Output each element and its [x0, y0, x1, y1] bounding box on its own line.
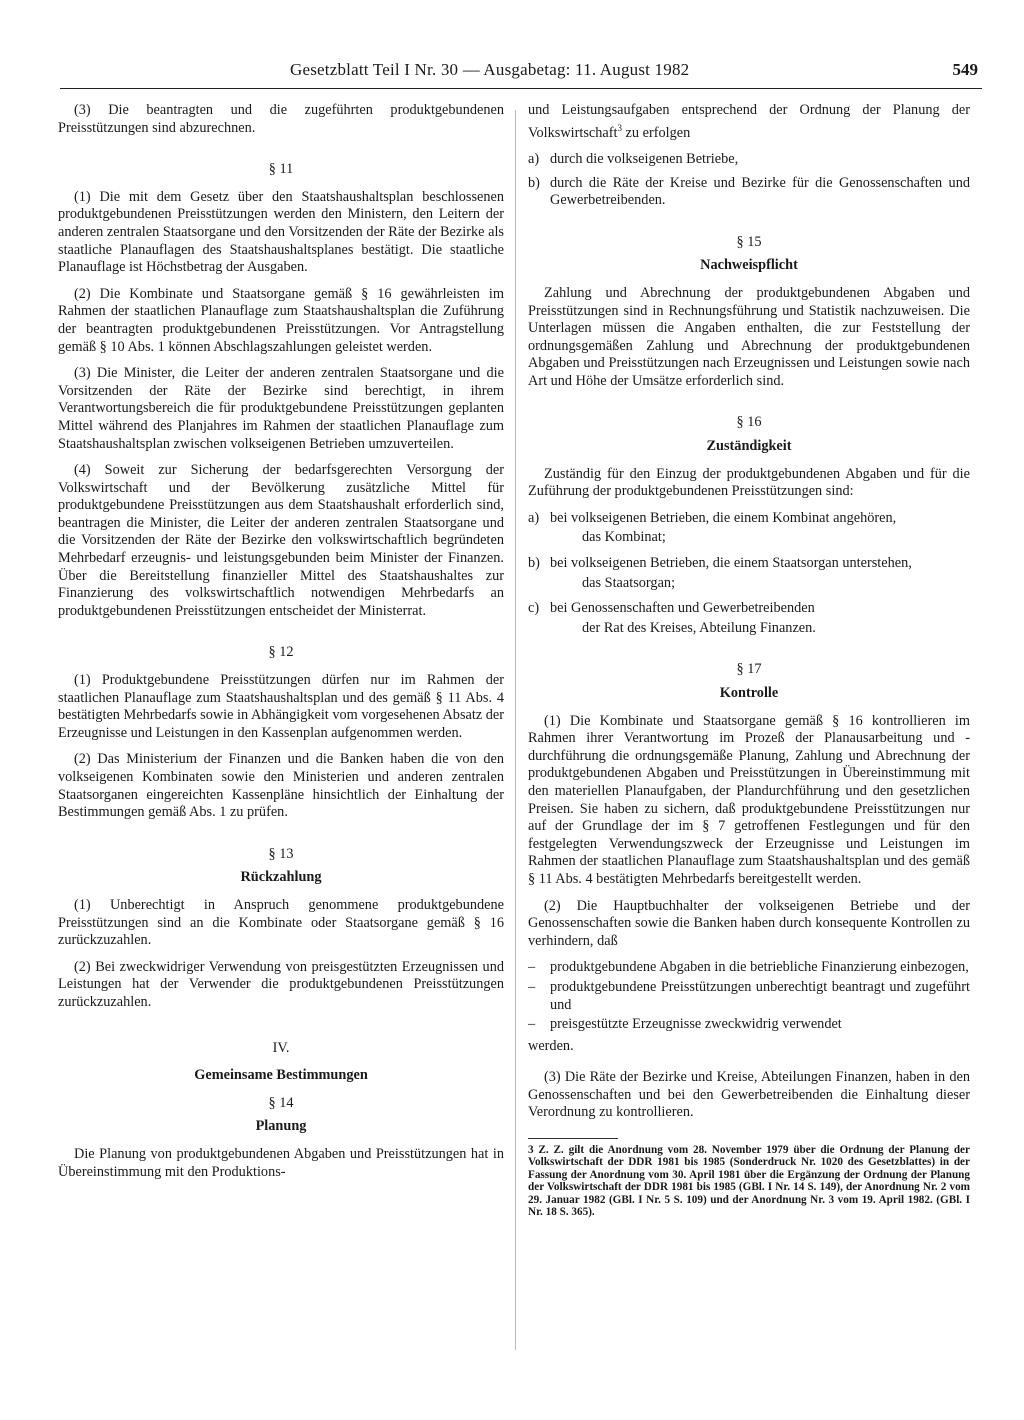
item-text: durch die volkseigenen Betriebe, [550, 150, 739, 167]
section-title-15: Nachweispflicht [700, 257, 798, 274]
s14-continued-text-end: zu erfolgen [621, 124, 691, 141]
section-heading-17: § 17 [736, 661, 762, 678]
item-text: bei volkseigenen Betrieben, die einem Kombinat angehören, [550, 509, 897, 526]
item-label: a) [528, 150, 540, 167]
part-heading-iv: IV. [272, 1039, 290, 1056]
page-number: 549 [952, 60, 978, 79]
section-heading-16: § 16 [736, 414, 762, 431]
dash-item-text: produktgebundene Preisstützungen unberechtigt beantragt und zugeführt und [550, 978, 970, 1013]
dash-bullet: – [528, 978, 536, 995]
paragraph-s12-1: (1) Produktgebundene Preisstützungen dürfen nur im Rahmen der staatlichen Planauflage zum Staatshaushaltsplan und des gemäß § 11 Abs. 4 bestätigten Mehrbedarfs sowie in Abhängigkeit vom vorgesehenen Absatz der Erzeugnisse und Leistungen in den Kassenplan aufgenommen werden. [58, 672, 505, 741]
part-title-iv: Gemeinsame Bestimmungen [194, 1067, 368, 1084]
section-heading-11: § 11 [268, 161, 294, 178]
item-label: a) [528, 509, 540, 526]
item-text: durch die Räte der Kreise und Bezirke für die Genossenschaften und Gewerbetreibenden. [550, 174, 970, 209]
list-item-s14-b [528, 175, 970, 210]
list-item-s14-a [528, 151, 970, 169]
list-item-s16-a [528, 510, 970, 528]
item-text: bei volkseigenen Betrieben, die einem Staatsorgan unterstehen, [550, 555, 912, 572]
paragraph-s15-1: Zahlung und Abrechnung der produktgebundenen Abgaben und Preisstützungen sind in Rechnungsführung und Statistik nachzuweisen. Die Unterlagen müssen die Angaben enthalten, die zur Feststellung der ordnungsgemäßen Zahlung und Abrechnung der produktgebundenen Abgaben und Preisstützungen nach Erzeugnissen und Leistungen sowie nach Art und Höhe der Umsätze erforderlich sind. [528, 284, 970, 389]
paragraph-s11-1: (1) Die mit dem Gesetz über den Staatshaushaltsplan beschlossenen produktgebundenen Preisstützungen werden den Ministern, den Leitern der anderen zentralen Staatsorgane und den Vorsitzenden der Räte der Bezirke als staatliche Planauflagen des Staatshaushaltsplanes bestätigt. Die staatliche Planauflage ist Höchstbetrag der Ausgaben. [58, 188, 504, 276]
dash-item-2 [528, 979, 970, 1014]
item-text: bei Genossenschaften und Gewerbetreibenden [550, 600, 815, 617]
item-label: c) [528, 600, 540, 617]
list-item-s16-c [528, 600, 970, 618]
dash-item-1 [528, 959, 970, 977]
paragraph-s11-4: (4) Soweit zur Sicherung der bedarfsgerechten Versorgung der Volkswirtschaft und der Bevölkerung zusätzliche Mittel für produktgebundene Preisstützungen aus dem Staatshaushalt erforderlich sind, beantragen die Minister, die Leiter der anderen zentralen Staatsorgane und die Vorsitzenden der Räte der Bezirke den volkswirtschaftlich begründeten Mehrbedarf erzeugnis- und leistungsgebunden beim Minister der Finanzen. Über die Bereitstellung finanzieller Mittel des Staatshaushaltes zur Finanzierung des volkswirtschaftlich notwendigen Mehrbedarfs an produktgebundenen Preisstützungen entscheidet der Ministerrat. [58, 462, 504, 619]
paragraph-s11-2: (2) Die Kombinate und Staatsorgane gemäß § 16 gewährleisten im Rahmen der staatlichen Planauflage zum Staatshaushaltsplan die Zuführung der beantragten produktgebundenen Preisstützungen. Vor Antragstellung gemäß § 10 Abs. 1 können Abschlagszahlungen geleistet werden. [58, 285, 504, 355]
header-title: Gesetzblatt Teil I Nr. 30 — Ausgabetag: 11. August 1982 [290, 60, 690, 79]
list-item-s16-a-sub: das Kombinat; [582, 529, 666, 546]
paragraph-s16-1: Zuständig für den Einzug der produktgebundenen Abgaben und für die Zuführung der produktgebundenen Preisstützungen sind: [528, 465, 970, 500]
dash-item-text: produktgebundene Abgaben in die betriebliche Finanzierung einbezogen, [550, 959, 969, 976]
section-title-16: Zuständigkeit [706, 438, 792, 455]
list-item-s16-b-sub: das Staatsorgan; [582, 574, 676, 591]
paragraph-s17-3: (3) Die Räte der Bezirke und Kreise, Abteilungen Finanzen, haben in den Genossenschaften und bei den Gewerbetreibenden die Einhaltung dieser Verordnung zu kontrollieren. [528, 1069, 970, 1121]
footnote-3: 3 Z. Z. gilt die Anordnung vom 28. November 1979 über die Ordnung der Planung der Volkswirtschaft der DDR 1981 bis 1985 (Sonderdruck Nr. 1020 des Gesetzblattes) in der Fassung der Anordnung vom 30. April 1981 über die Ergänzung der Ordnung der Planung der Volkswirtschaft der DDR 1981 bis 1985 (GBl. I Nr. 14 S. 149), der Anordnung Nr. 2 vom 29. Januar 1982 (GBl. I Nr. 5 S. 109) und der Anordnung Nr. 3 vom 19. April 1982. (GBl. I Nr. 18 S. 365). [528, 1144, 970, 1219]
dash-item-text: preisgestützte Erzeugnisse zweckwidrig verwendet [550, 1016, 842, 1033]
paragraph-s17-1: (1) Die Kombinate und Staatsorgane gemäß § 16 kontrollieren im Rahmen ihrer Verantwortung im Prozeß der Planausarbeitung und -durchführung die ordnungsgemäße Planung, Zahlung und Abrechnung der produktgebundenen Abgaben und Preisstützungen in Übereinstimmung mit den materiellen Planaufgaben, der Plandurchführung und den gesetzlichen Preisen. Sie haben zu sichern, daß produktgebundene Preisstützungen nur auf der Grundlage der im § 7 getroffenen Festlegungen und für den festgelegten Verwendungszweck der Erzeugnisse und Leistungen im Rahmen der staatlichen Planauflage zum Staatshaushaltsplan und des gemäß § 11 Abs. 4 bestätigten Mehrbedarfs bereitgestellt werden. [528, 712, 970, 887]
item-label: b) [528, 174, 540, 191]
section-title-17: Kontrolle [719, 685, 779, 702]
list-item-s16-c-sub: der Rat des Kreises, Abteilung Finanzen. [582, 619, 816, 636]
paragraph-s11-3: (3) Die Minister, die Leiter der anderen zentralen Staatsorgane und die Vorsitzenden der Räte der Bezirke sind berechtigt, in ihrem Verantwortungsbereich die für produktgebundene Preisstützungen geplanten Mittel während des Planjahres im Rahmen der staatlichen Planauflage zum Staatshaushaltsplan zwischen volkseigenen Betrieben umzuverteilen. [58, 365, 504, 452]
paragraph-s17-2: (2) Die Hauptbuchhalter der volkseigenen Betriebe und der Genossenschaften sowie die Banken haben durch konsequente Kontrollen zu verhindern, daß [528, 897, 970, 949]
section-title-14: Planung [255, 1118, 307, 1135]
left-column [58, 102, 504, 1190]
section-heading-12: § 12 [268, 644, 294, 661]
section-heading-15: § 15 [736, 233, 762, 250]
right-column [528, 102, 970, 1219]
section-heading-14: § 14 [268, 1094, 294, 1111]
paragraph-s13-2: (2) Bei zweckwidriger Verwendung von preisgestützten Erzeugnissen und Leistungen hat der Verwender die produktgebundenen Preisstützungen zurückzuzahlen. [58, 958, 504, 1010]
section-title-13: Rückzahlung [240, 869, 322, 886]
dash-item-3 [528, 1016, 970, 1034]
paragraph-s13-1: (1) Unberechtigt in Anspruch genommene produktgebundene Preisstützungen sind an die Kombinate oder Staatsorgane gemäß § 16 zurückzuzahlen. [58, 896, 504, 949]
page-header [60, 60, 982, 89]
dash-bullet: – [528, 959, 536, 976]
footnote-reference: 3 [617, 122, 622, 133]
footnote-separator [528, 1138, 618, 1139]
paragraph-s12-2: (2) Das Ministerium der Finanzen und die Banken haben die von den volkseigenen Kombinaten sowie den Ministerien und anderen zentralen Staatsorganen eingereichten Kassenpläne hinsichtlich der Einhaltung der Bestimmungen gemäß Abs. 1 zu prüfen. [58, 751, 504, 821]
s14-continued-text: und Leistungsaufgaben entsprechend der Ordnung der Planung der Volkswirtschaft [528, 102, 970, 141]
paragraph-s10-3: (3) Die beantragten und die zugeführten produktgebundenen Preisstützungen sind abzurechnen. [58, 102, 504, 136]
paragraph-s14-continued [528, 102, 970, 142]
column-divider [515, 110, 516, 1350]
section-heading-13: § 13 [268, 845, 294, 862]
paragraph-s17-2-end: werden. [528, 1037, 574, 1054]
list-item-s16-b [528, 555, 970, 573]
dash-bullet: – [528, 1016, 536, 1033]
paragraph-s14-1: Die Planung von produktgebundenen Abgaben und Preisstützungen hat in Übereinstimmung mit den Produktions- [58, 1145, 504, 1180]
item-label: b) [528, 555, 540, 572]
